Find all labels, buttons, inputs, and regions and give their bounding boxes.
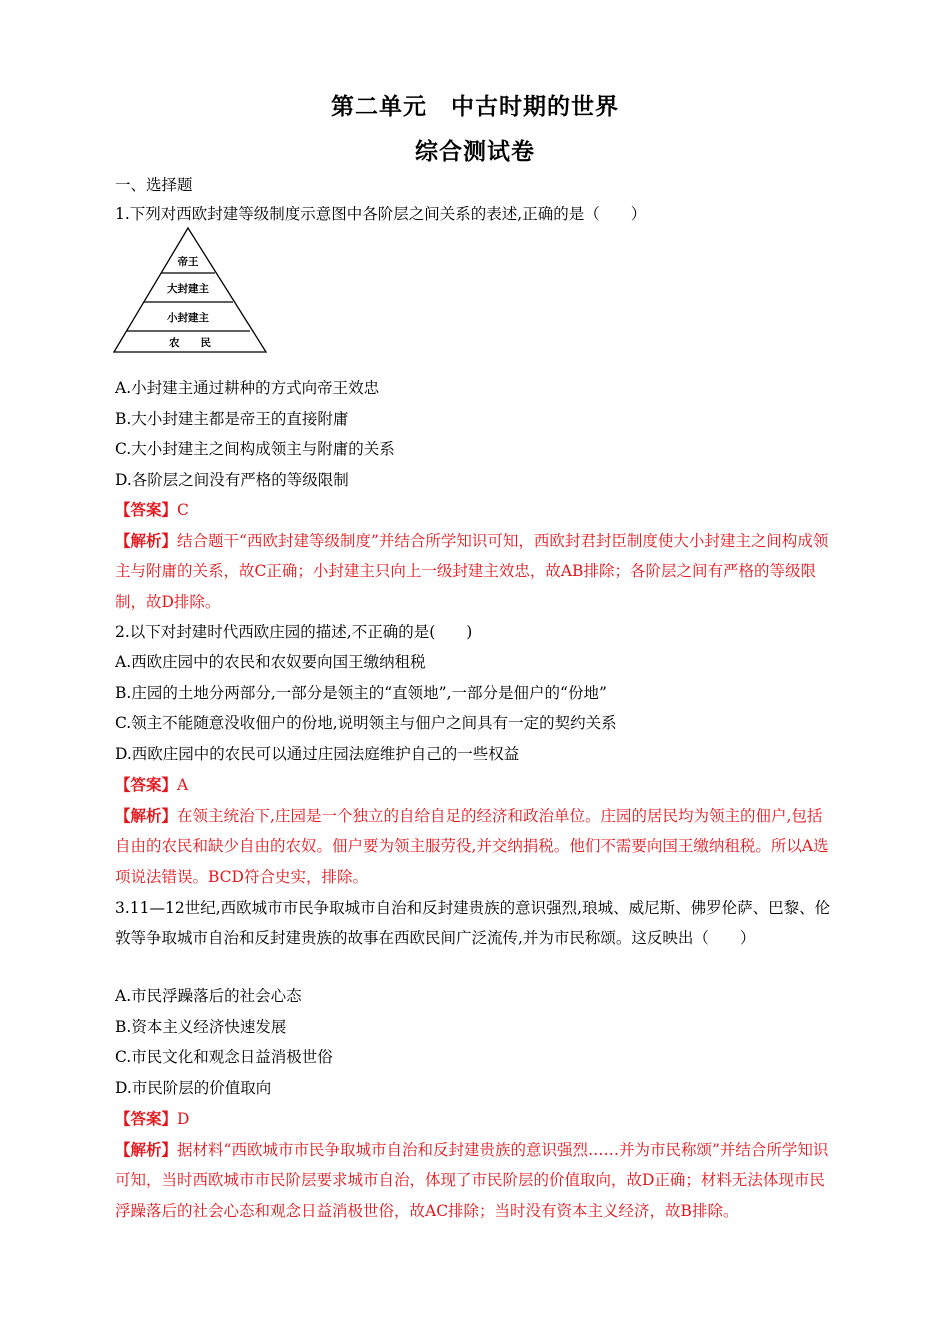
q2-option-c: C.领主不能随意没收佃户的份地,说明领主与佃户之间具有一定的契约关系 [115, 714, 617, 732]
q1-analysis [115, 526, 837, 617]
q3-option-d: D.市民阶层的价值取向 [115, 1079, 272, 1097]
q3-answer [115, 1109, 189, 1129]
q3-option-a: A.市民浮躁落后的社会心态 [115, 987, 302, 1005]
q1-stem: 1.下列对西欧封建等级制度示意图中各阶层之间关系的表述,正确的是（ ） [115, 205, 647, 223]
answer-value: C [177, 501, 189, 519]
analysis-text: 在领主统治下,庄园是一个独立的自给自足的经济和政治单位。庄园的居民均为领主的佃户,包括自由的农民和缺少自由的农奴。佃户要为领主服劳役,并交纳捐税。他们不需要向国王缴纳租税。所以A选项说法错误。BCD符合史实，排除。 [115, 807, 829, 886]
q3-analysis [115, 1135, 837, 1226]
analysis-label: 【解析】 [115, 1140, 178, 1159]
feudal-hierarchy-pyramid [112, 226, 272, 356]
q2-option-a: A.西欧庄园中的农民和农奴要向国王缴纳租税 [115, 653, 426, 671]
page-title: 第二单元 中古时期的世界 [331, 93, 619, 120]
answer-label: 【答案】 [115, 500, 178, 519]
q2-option-b: B.庄园的土地分两部分,一部分是领主的“直领地”,一部分是佃户的“份地” [115, 684, 607, 702]
answer-label: 【答案】 [115, 1109, 178, 1128]
answer-value: D [177, 1110, 190, 1128]
q1-option-a: A.小封建主通过耕种的方式向帝王效忠 [115, 379, 380, 397]
analysis-label: 【解析】 [115, 806, 178, 825]
q2-answer [115, 775, 188, 795]
page-subtitle: 综合测试卷 [415, 138, 535, 165]
analysis-label: 【解析】 [115, 531, 178, 550]
q1-answer [115, 500, 189, 520]
pyramid-label-emperor: 帝王 [177, 256, 199, 268]
pyramid-label-small-lords: 小封建主 [167, 312, 209, 324]
answer-value: A [177, 776, 189, 794]
analysis-text: 据材料“西欧城市市民争取城市自治和反封建贵族的意识强烈……并为市民称颂”并结合所学知识可知，当时西欧城市市民阶层要求城市自治，体现了市民阶层的价值取向，故D正确；材料无法体现市民浮躁落后的社会心态和观念日益消极世俗，故AC排除；当时没有资本主义经济，故B排除。 [115, 1141, 829, 1220]
q3-option-b: B.资本主义经济快速发展 [115, 1018, 287, 1036]
q2-stem: 2.以下对封建时代西欧庄园的描述,不正确的是( ) [115, 623, 473, 641]
pyramid-label-great-lords: 大封建主 [167, 283, 209, 295]
q1-option-c: C.大小封建主之间构成领主与附庸的关系 [115, 440, 395, 458]
q3-stem: 3.11—12世纪,西欧城市市民争取城市自治和反封建贵族的意识强烈,琅城、威尼斯、佛罗伦萨、巴黎、伦敦等争取城市自治和反封建贵族的故事在西欧民间广泛流传,并为市民称颂。这反映出（ ） [115, 899, 831, 948]
q2-analysis [115, 801, 837, 892]
pyramid-label-peasants: 农 民 [169, 337, 211, 349]
q2-option-d: D.西欧庄园中的农民可以通过庄园法庭维护自己的一些权益 [115, 745, 520, 763]
section-heading: 一、选择题 [115, 176, 193, 194]
q1-option-b: B.大小封建主都是帝王的直接附庸 [115, 410, 349, 428]
answer-label: 【答案】 [115, 775, 178, 794]
q3-option-c: C.市民文化和观念日益消极世俗 [115, 1048, 333, 1066]
analysis-text: 结合题干“西欧封建等级制度”并结合所学知识可知，西欧封君封臣制度使大小封建主之间构成领主与附庸的关系，故C正确；小封建主只向上一级封建主效忠，故AB排除；各阶层之间有严格的等级限制，故D排除。 [115, 532, 829, 611]
q1-option-d: D.各阶层之间没有严格的等级限制 [115, 471, 349, 489]
